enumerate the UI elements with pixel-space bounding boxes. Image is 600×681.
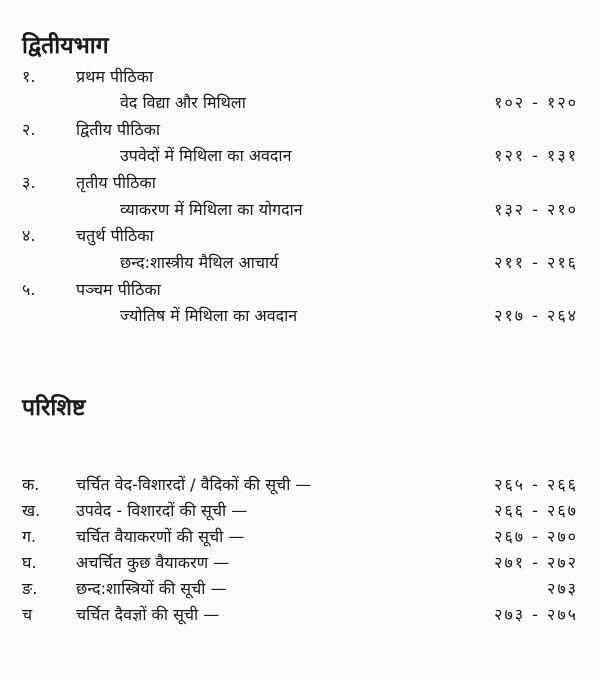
page-range: २६६ - २६७: [494, 501, 578, 520]
entry-title: अचर्चित कुछ वैयाकरण —: [76, 553, 230, 572]
section-number: ५.: [22, 280, 36, 299]
toc-entry: [0, 576, 600, 602]
toc-entry: [0, 197, 600, 223]
toc-entry: [0, 602, 600, 628]
section-number: ३.: [22, 173, 36, 192]
page-range: २७३ - २७५: [494, 605, 578, 624]
section-title-row: [0, 64, 600, 90]
page-range: १२१ - १३१: [494, 146, 578, 165]
appendix-heading: परिशिष्ट: [22, 395, 86, 421]
page-range: १३२ - २१०: [494, 200, 578, 219]
entry-title: ज्योतिष में मिथिला का अवदान: [120, 306, 298, 325]
section-title: पञ्चम पीठिका: [76, 280, 161, 299]
section-title-row: [0, 170, 600, 196]
section-number: २.: [22, 120, 36, 139]
entry-title: चर्चित वैयाकरणों की सूची —: [76, 527, 245, 546]
toc-entry: [0, 472, 600, 498]
section-title-row: [0, 223, 600, 249]
item-letter: घ.: [22, 553, 37, 572]
page-range: २११ - २१६: [494, 253, 578, 272]
toc-entry: [0, 143, 600, 169]
toc-entry: [0, 524, 600, 550]
page-range: २७३: [547, 579, 578, 598]
section-number: ४.: [22, 226, 36, 245]
page-range: २६७ - २७०: [494, 527, 578, 546]
part2-heading: द्वितीयभाग: [22, 33, 109, 59]
entry-title: उपवेद - विशारदों की सूची —: [76, 501, 248, 520]
section-number: १.: [22, 67, 36, 86]
entry-title: छन्द:शास्त्रीय मैथिल आचार्य: [120, 253, 279, 272]
item-letter: क.: [22, 475, 40, 494]
entry-title: चर्चित वेद-विशारदों / वैदिकों की सूची —: [76, 475, 312, 494]
section-title: द्वितीय पीठिका: [76, 120, 161, 139]
toc-entry: [0, 90, 600, 116]
section-title-row: [0, 277, 600, 303]
entry-title: छन्द:शास्त्रियों की सूची —: [76, 579, 227, 598]
entry-title: व्याकरण में मिथिला का योगदान: [120, 200, 303, 219]
section-title-row: [0, 117, 600, 143]
page-range: २६५ - २६६: [494, 475, 578, 494]
page-range: २७१ - २७२: [494, 553, 578, 572]
entry-title: वेद विद्या और मिथिला: [120, 93, 246, 112]
item-letter: ङ.: [22, 579, 38, 598]
section-title: तृतीय पीठिका: [76, 173, 156, 192]
item-letter: ग.: [22, 527, 37, 546]
toc-entry: [0, 498, 600, 524]
page-range: १०२ - १२०: [494, 93, 578, 112]
entry-title: उपवेदों में मिथिला का अवदान: [120, 146, 292, 165]
item-letter: ख.: [22, 501, 41, 520]
toc-entry: [0, 550, 600, 576]
page-range: २१७ - २६४: [494, 306, 578, 325]
entry-title: चर्चित दैवज्ञों की सूची —: [76, 605, 220, 624]
toc-entry: [0, 303, 600, 329]
section-title: प्रथम पीठिका: [76, 67, 154, 86]
item-letter: च: [22, 605, 33, 624]
section-title: चतुर्थ पीठिका: [76, 226, 154, 245]
toc-entry: [0, 250, 600, 276]
